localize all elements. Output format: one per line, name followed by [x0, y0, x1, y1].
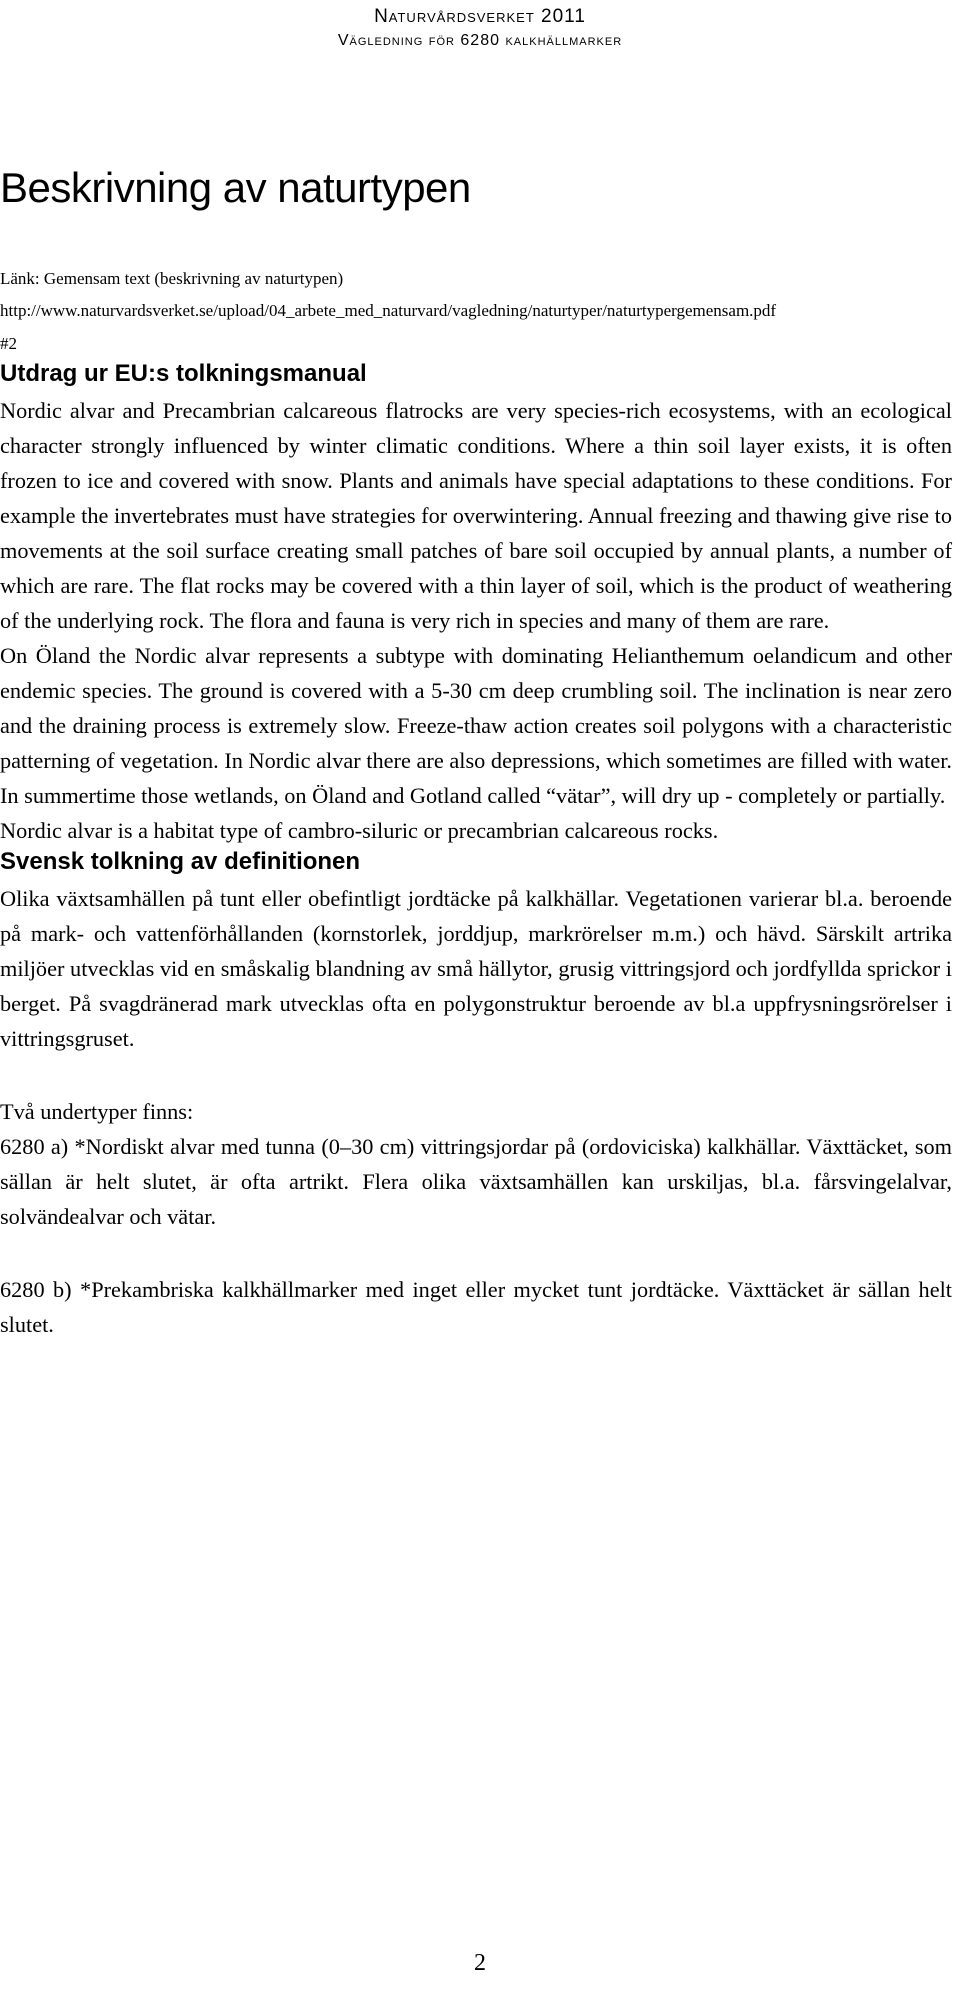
link-block: [0, 263, 952, 360]
eu-paragraph-1: Nordic alvar and Precambrian calcareous flatrocks are very species-rich ecosystems, with an ecological character strongly influenced by winter climatic conditions. Where a thin soil layer exists, it is often frozen to ice and covered with snow. Plants and animals have special adaptations to these conditions. For example the invertebrates must have strategies for overwintering. Annual freezing and thawing give rise to movements at the soil surface creating small patches of bare soil occupied by annual plants, a number of which are rare. The flat rocks may be covered with a thin layer of soil, which is the product of weathering of the underlying rock. The flora and fauna is very rich in species and many of them are rare.: [0, 397, 952, 633]
eu-section-heading: Utdrag ur EU:s tolkningsmanual: [0, 360, 367, 388]
se-intro-paragraph: Olika växtsamhällen på tunt eller obefintligt jordtäcke på kalkhällar. Vegetationen varierar bl.a. beroende på mark- och vattenförhållanden (kornstorlek, jorddjup, markrörelser m.m.) och hävd. Särskilt artrika miljöer utvecklas vid en småskalig blandning av små hällytor, grusig vittringsjord och jordfyllda sprickor i berget. På svagdränerad mark utvecklas ofta en polygonstruktur beroende av bl.a uppfrysningsrörelser i vittringsgruset.: [0, 885, 952, 1051]
eu-paragraph-2: On Öland the Nordic alvar represents a subtype with dominating Helianthemum oelandicum and other endemic species. The ground is covered with a 5-30 cm deep crumbling soil. The inclination is near zero and the draining process is extremely slow. Freeze-thaw action creates soil polygons with a characteristic patterning of vegetation. In Nordic alvar there are also depressions, which sometimes are filled with water. In summertime those wetlands, on Öland and Gotland called “vätar”, will dry up - completely or partially.: [0, 642, 952, 808]
running-header: [0, 0, 960, 51]
page-number: 2: [474, 1950, 486, 1976]
page-content: [0, 165, 952, 1342]
se-subtypes-label: Två undertyper finns:: [0, 1098, 194, 1124]
page-title: Beskrivning av naturtypen: [0, 164, 471, 211]
se-section-heading: Svensk tolkning av definitionen: [0, 847, 361, 875]
header-guide-title: Vägledning för 6280 kalkhällmarker: [337, 31, 623, 49]
header-publisher: Naturvårdsverket 2011: [374, 6, 586, 27]
se-subtype-b: 6280 b) *Prekambriska kalkhällmarker med inget eller mycket tunt jordtäcke. Växttäcket är sällan helt slutet.: [0, 1276, 952, 1337]
link-label: Länk: Gemensam text (beskrivning av naturtypen): [0, 269, 344, 289]
eu-paragraph-3: Nordic alvar is a habitat type of cambro-siluric or precambrian calcareous rocks.: [0, 817, 719, 843]
link-url[interactable]: http://www.naturvardsverket.se/upload/04_arbete_med_naturvard/vagledning/naturtyper/naturtypergemensam.pdf: [0, 301, 777, 321]
se-subtype-a: 6280 a) *Nordiskt alvar med tunna (0–30 cm) vittringsjordar på (ordoviciska) kalkhällar. Växttäcket, som sällan är helt slutet, är ofta artrikt. Flera olika växtsamhällen kan urskiljas, bl.a. fårsvingelalvar, solvändealvar och vätar.: [0, 1133, 952, 1229]
link-anchor[interactable]: #2: [0, 333, 17, 353]
